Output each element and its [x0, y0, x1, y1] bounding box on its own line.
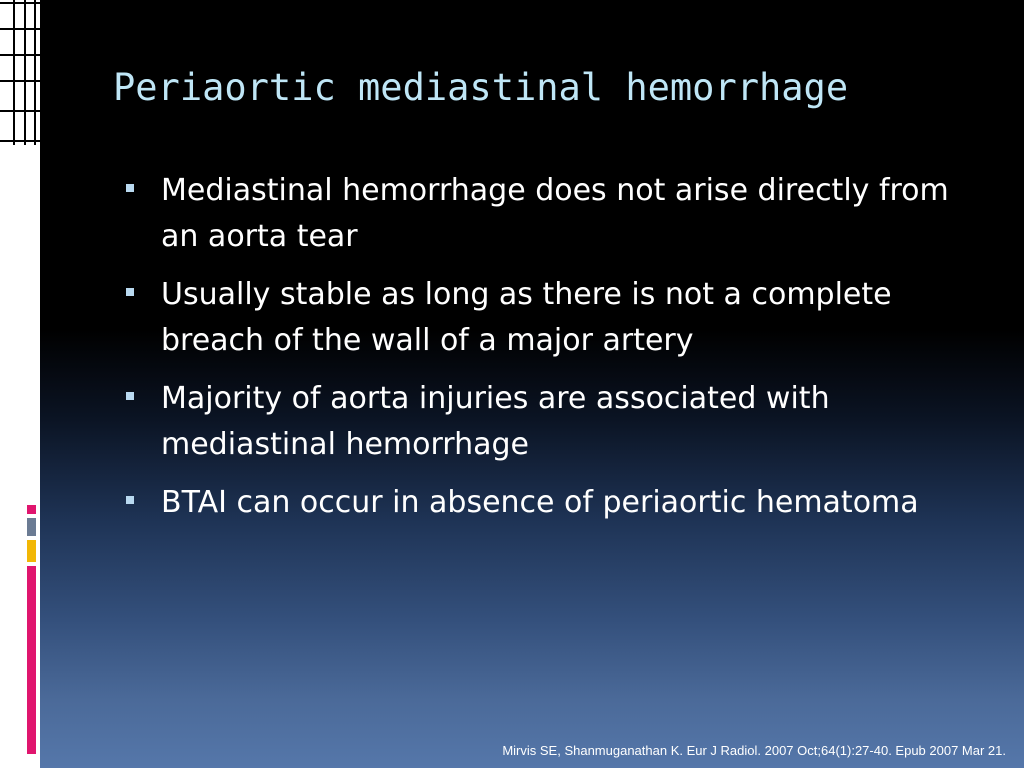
decorative-left-strip	[0, 0, 40, 768]
bullet-item	[124, 376, 974, 468]
accent-pink-small	[27, 505, 36, 514]
accent-gray	[27, 518, 36, 536]
accent-pink-tall	[27, 566, 36, 754]
bullet-text: Majority of aorta injuries are associated with mediastinal hemorrhage	[161, 381, 830, 462]
square-bullet-icon	[126, 288, 134, 296]
bullet-text: Usually stable as long as there is not a complete breach of the wall of a major artery	[161, 277, 892, 358]
square-bullet-icon	[126, 392, 134, 400]
bullet-item	[124, 272, 974, 364]
accent-yellow	[27, 540, 36, 562]
bullet-text: Mediastinal hemorrhage does not arise directly from an aorta tear	[161, 173, 949, 254]
citation-footer: Mirvis SE, Shanmuganathan K. Eur J Radiol. 2007 Oct;64(1):27-40. Epub 2007 Mar 21.	[502, 743, 1006, 758]
bullet-item	[124, 168, 974, 260]
slide-title: Periaortic mediastinal hemorrhage	[113, 66, 849, 109]
bullet-list	[124, 168, 974, 538]
square-bullet-icon	[126, 184, 134, 192]
bullet-text: BTAI can occur in absence of periaortic hematoma	[161, 485, 919, 520]
bullet-item	[124, 480, 974, 526]
square-bullet-icon	[126, 496, 134, 504]
